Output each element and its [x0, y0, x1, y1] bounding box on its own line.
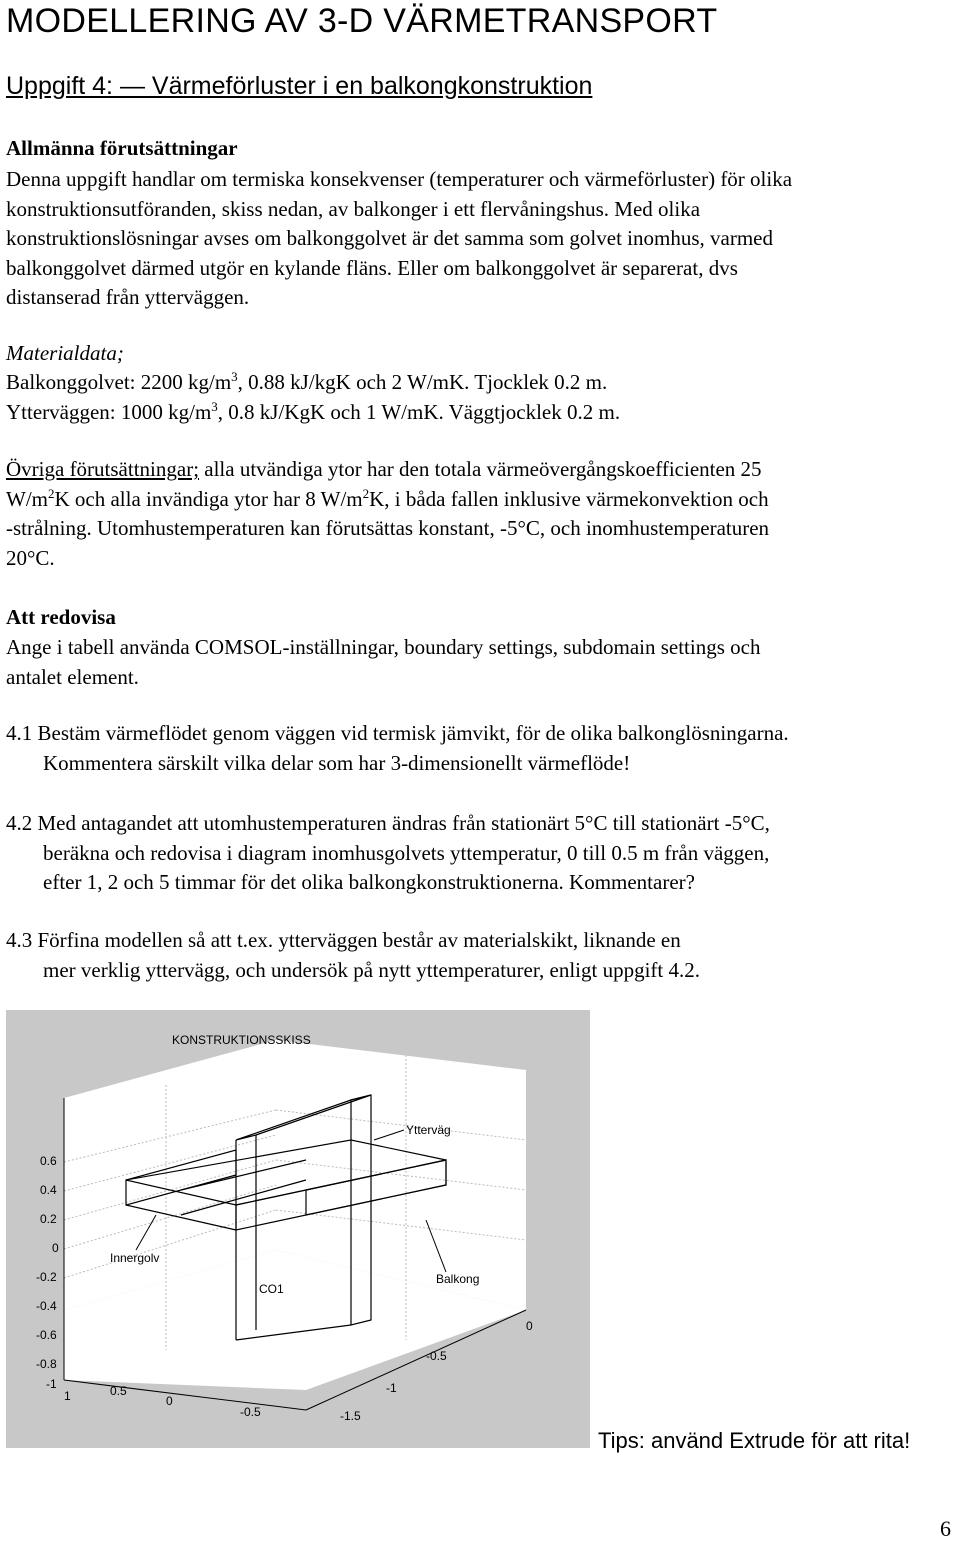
z-tick: 0.6 — [40, 1154, 57, 1168]
task-4-1: 4.1 Bestäm värmeflödet genom väggen vid termisk jämvikt, för de olika balkonglösningarna. Kommentera särskilt vilka delar som har 3-dimensionellt värmeflöde! — [6, 721, 789, 775]
label-balcony: Balkong — [436, 1272, 480, 1286]
task-4-3: 4.3 Förfina modellen så att t.ex. ytterväggen består av materialskikt, liknande en mer verklig yttervägg, och undersök på nytt yttemperaturer, enligt uppgift 4.2. — [6, 928, 700, 982]
document-title: MODELLERING AV 3-D VÄRMETRANSPORT — [6, 2, 718, 40]
z-tick: -1 — [46, 1377, 57, 1391]
z-tick: -0.2 — [36, 1270, 57, 1284]
x-tick: 0.5 — [110, 1384, 127, 1398]
y-tick: -1.5 — [340, 1409, 361, 1423]
material-line-wall: Ytterväggen: 1000 $kg/m^3$, 0.8 kJ/KgK och 1 W/mK. Väggtjocklek 0.2 m. — [6, 398, 621, 424]
general-line: konstruktionslösningar avses om balkonggolvet är det samma som golvet inomhus, varmed — [6, 226, 773, 250]
other-paragraph: Övriga förutsättningar; alla utvändiga ytor har den totala värmeövergångskoefficienten 25 $W/m^2K$ och alla invändiga ytor har 8 $W/m^2K$, i båda fallen inklusive värmekonvektion och -strålning. Utomhustemperaturen kan förutsättas konstant, -5°C, och inomhustemperaturen 20°C. — [6, 457, 770, 570]
y-tick: -1 — [386, 1381, 397, 1395]
general-line: Denna uppgift handlar om termiska konsekvenser (temperaturer och värmeförluster) för olika — [6, 167, 793, 191]
label-co: CO1 — [259, 1282, 284, 1296]
general-paragraph — [6, 165, 792, 313]
z-tick: 0.2 — [40, 1212, 57, 1226]
material-heading: Materialdata; — [6, 341, 124, 365]
general-line: konstruktionsutföranden, skiss nedan, av balkonger i ett flervåningshus. Med olika — [6, 196, 701, 221]
page-number: 6 — [940, 1516, 951, 1541]
material-paragraph — [6, 368, 620, 427]
label-wall: Ytterväg — [406, 1123, 451, 1137]
general-line: balkonggolvet därmed utgör en kylande fläns. Eller om balkonggolvet är separerat, dvs — [6, 255, 738, 280]
assignment-subtitle: Uppgift 4: — Värmeförluster i en balkongkonstruktion — [6, 72, 593, 100]
z-tick: -0.6 — [36, 1328, 57, 1342]
label-floor: Innergolv — [110, 1251, 160, 1265]
general-line: distanserad från ytterväggen. — [6, 285, 250, 309]
report-heading: Att redovisa — [6, 605, 116, 629]
z-tick: -0.8 — [36, 1357, 57, 1371]
task-4-2: 4.2 Med antagandet att utomhustemperaturen ändras från stationärt 5°C till stationärt -5°C, beräkna och redovisa i diagram inomhusgolvets yttemperatur, 0 till 0.5 m från väggen, efter 1, 2 och 5 timmar för det olika balkongkonstruktionerna. Kommentarer? — [6, 811, 770, 894]
x-tick: 0 — [166, 1394, 173, 1408]
z-tick: -0.4 — [36, 1299, 57, 1313]
figure-title: KONSTRUKTIONSSKISS — [172, 1033, 311, 1047]
z-tick: 0 — [52, 1241, 59, 1255]
z-tick: 0.4 — [40, 1183, 57, 1197]
material-line-floor: Balkonggolvet: 2200 $kg/m^3$, 0.88 kJ/kgK och 2 W/mK. Tjocklek 0.2 m. — [6, 369, 608, 394]
y-tick: -0.5 — [426, 1349, 447, 1363]
general-heading: Allmänna förutsättningar — [6, 136, 238, 160]
x-tick: -0.5 — [240, 1405, 261, 1419]
tips-text: Tips: använd Extrude för att rita! — [598, 1428, 911, 1453]
y-tick: 0 — [526, 1319, 533, 1333]
other-label: Övriga förutsättningar; — [6, 457, 200, 481]
report-paragraph: Ange i tabell använda COMSOL-inställningar, boundary settings, subdomain settings och antalet element. — [6, 635, 761, 689]
x-tick: 1 — [64, 1389, 71, 1403]
construction-sketch-figure — [6, 1010, 590, 1448]
